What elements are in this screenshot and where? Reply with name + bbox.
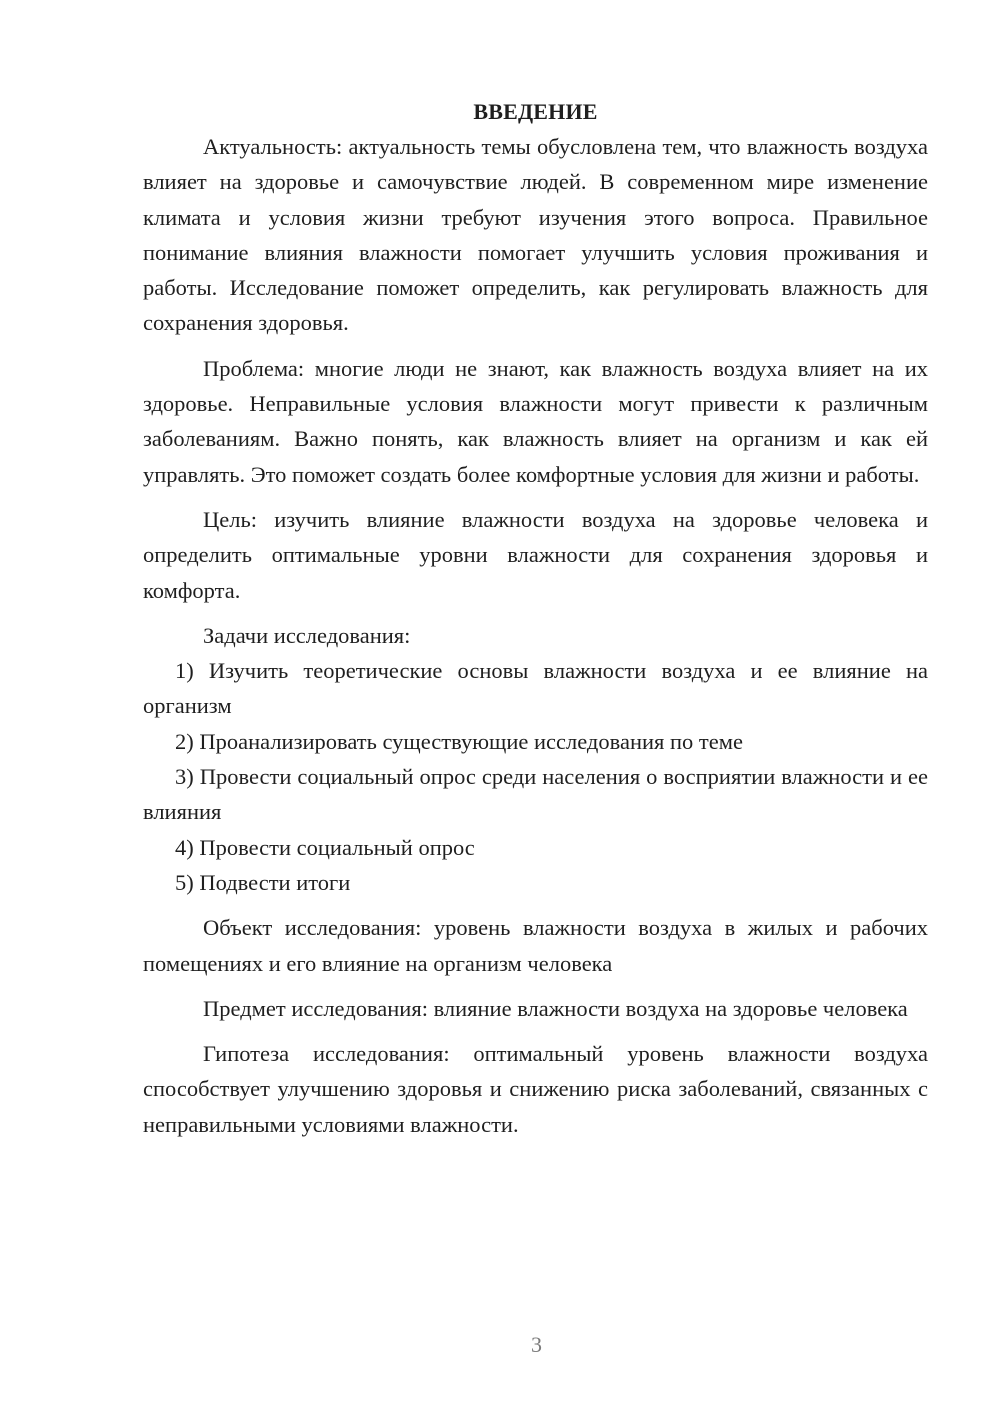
relevance-paragraph: Актуальность: актуальность темы обусловлена тем, что влажность воздуха влияет на здоровье и самочувствие людей. В современном мире изменение климата и условия жизни требуют изучения этого вопроса. Правильное понимание влияния влажности помогает улучшить условия проживания и работы. Исследование поможет определить, как регулировать влажность для сохранения здоровья.	[143, 134, 928, 336]
hypothesis-paragraph: Гипотеза исследования: оптимальный уровень влажности воздуха способствует улучшению здоровья и снижению риска заболеваний, связанных с неправильными условиями влажности.	[143, 1041, 928, 1137]
subject-paragraph: Предмет исследования: влияние влажности воздуха на здоровье человека	[203, 995, 908, 1021]
problem-paragraph: Проблема: многие люди не знают, как влажность воздуха влияет на их здоровье. Неправильные условия влажности могут привести к различным заболеваниям. Важно понять, как влажность влияет на организм и как ей управлять. Это поможет создать более комфортные условия для жизни и работы.	[143, 355, 928, 487]
page-number: 3	[531, 1332, 542, 1357]
page-content	[143, 94, 928, 1142]
task-item: 5) Подвести итоги	[175, 869, 351, 895]
task-item: 2) Проанализировать существующие исследования по теме	[175, 728, 743, 754]
section-heading: ВВЕДЕНИЕ	[473, 99, 598, 124]
task-item: 4) Провести социальный опрос	[175, 834, 475, 860]
goal-paragraph: Цель: изучить влияние влажности воздуха на здоровье человека и определить оптимальные уровни влажности для сохранения здоровья и комфорта.	[143, 506, 928, 603]
tasks-list	[143, 653, 928, 900]
object-paragraph: Объект исследования: уровень влажности воздуха в жилых и рабочих помещениях и его влияние на организм человека	[143, 915, 928, 976]
task-item: 3) Провести социальный опрос среди населения о восприятии влажности и ее влияния	[143, 764, 928, 825]
task-item: 1) Изучить теоретические основы влажности воздуха и ее влияние на организм	[143, 658, 928, 719]
tasks-title: Задачи исследования:	[203, 622, 411, 648]
